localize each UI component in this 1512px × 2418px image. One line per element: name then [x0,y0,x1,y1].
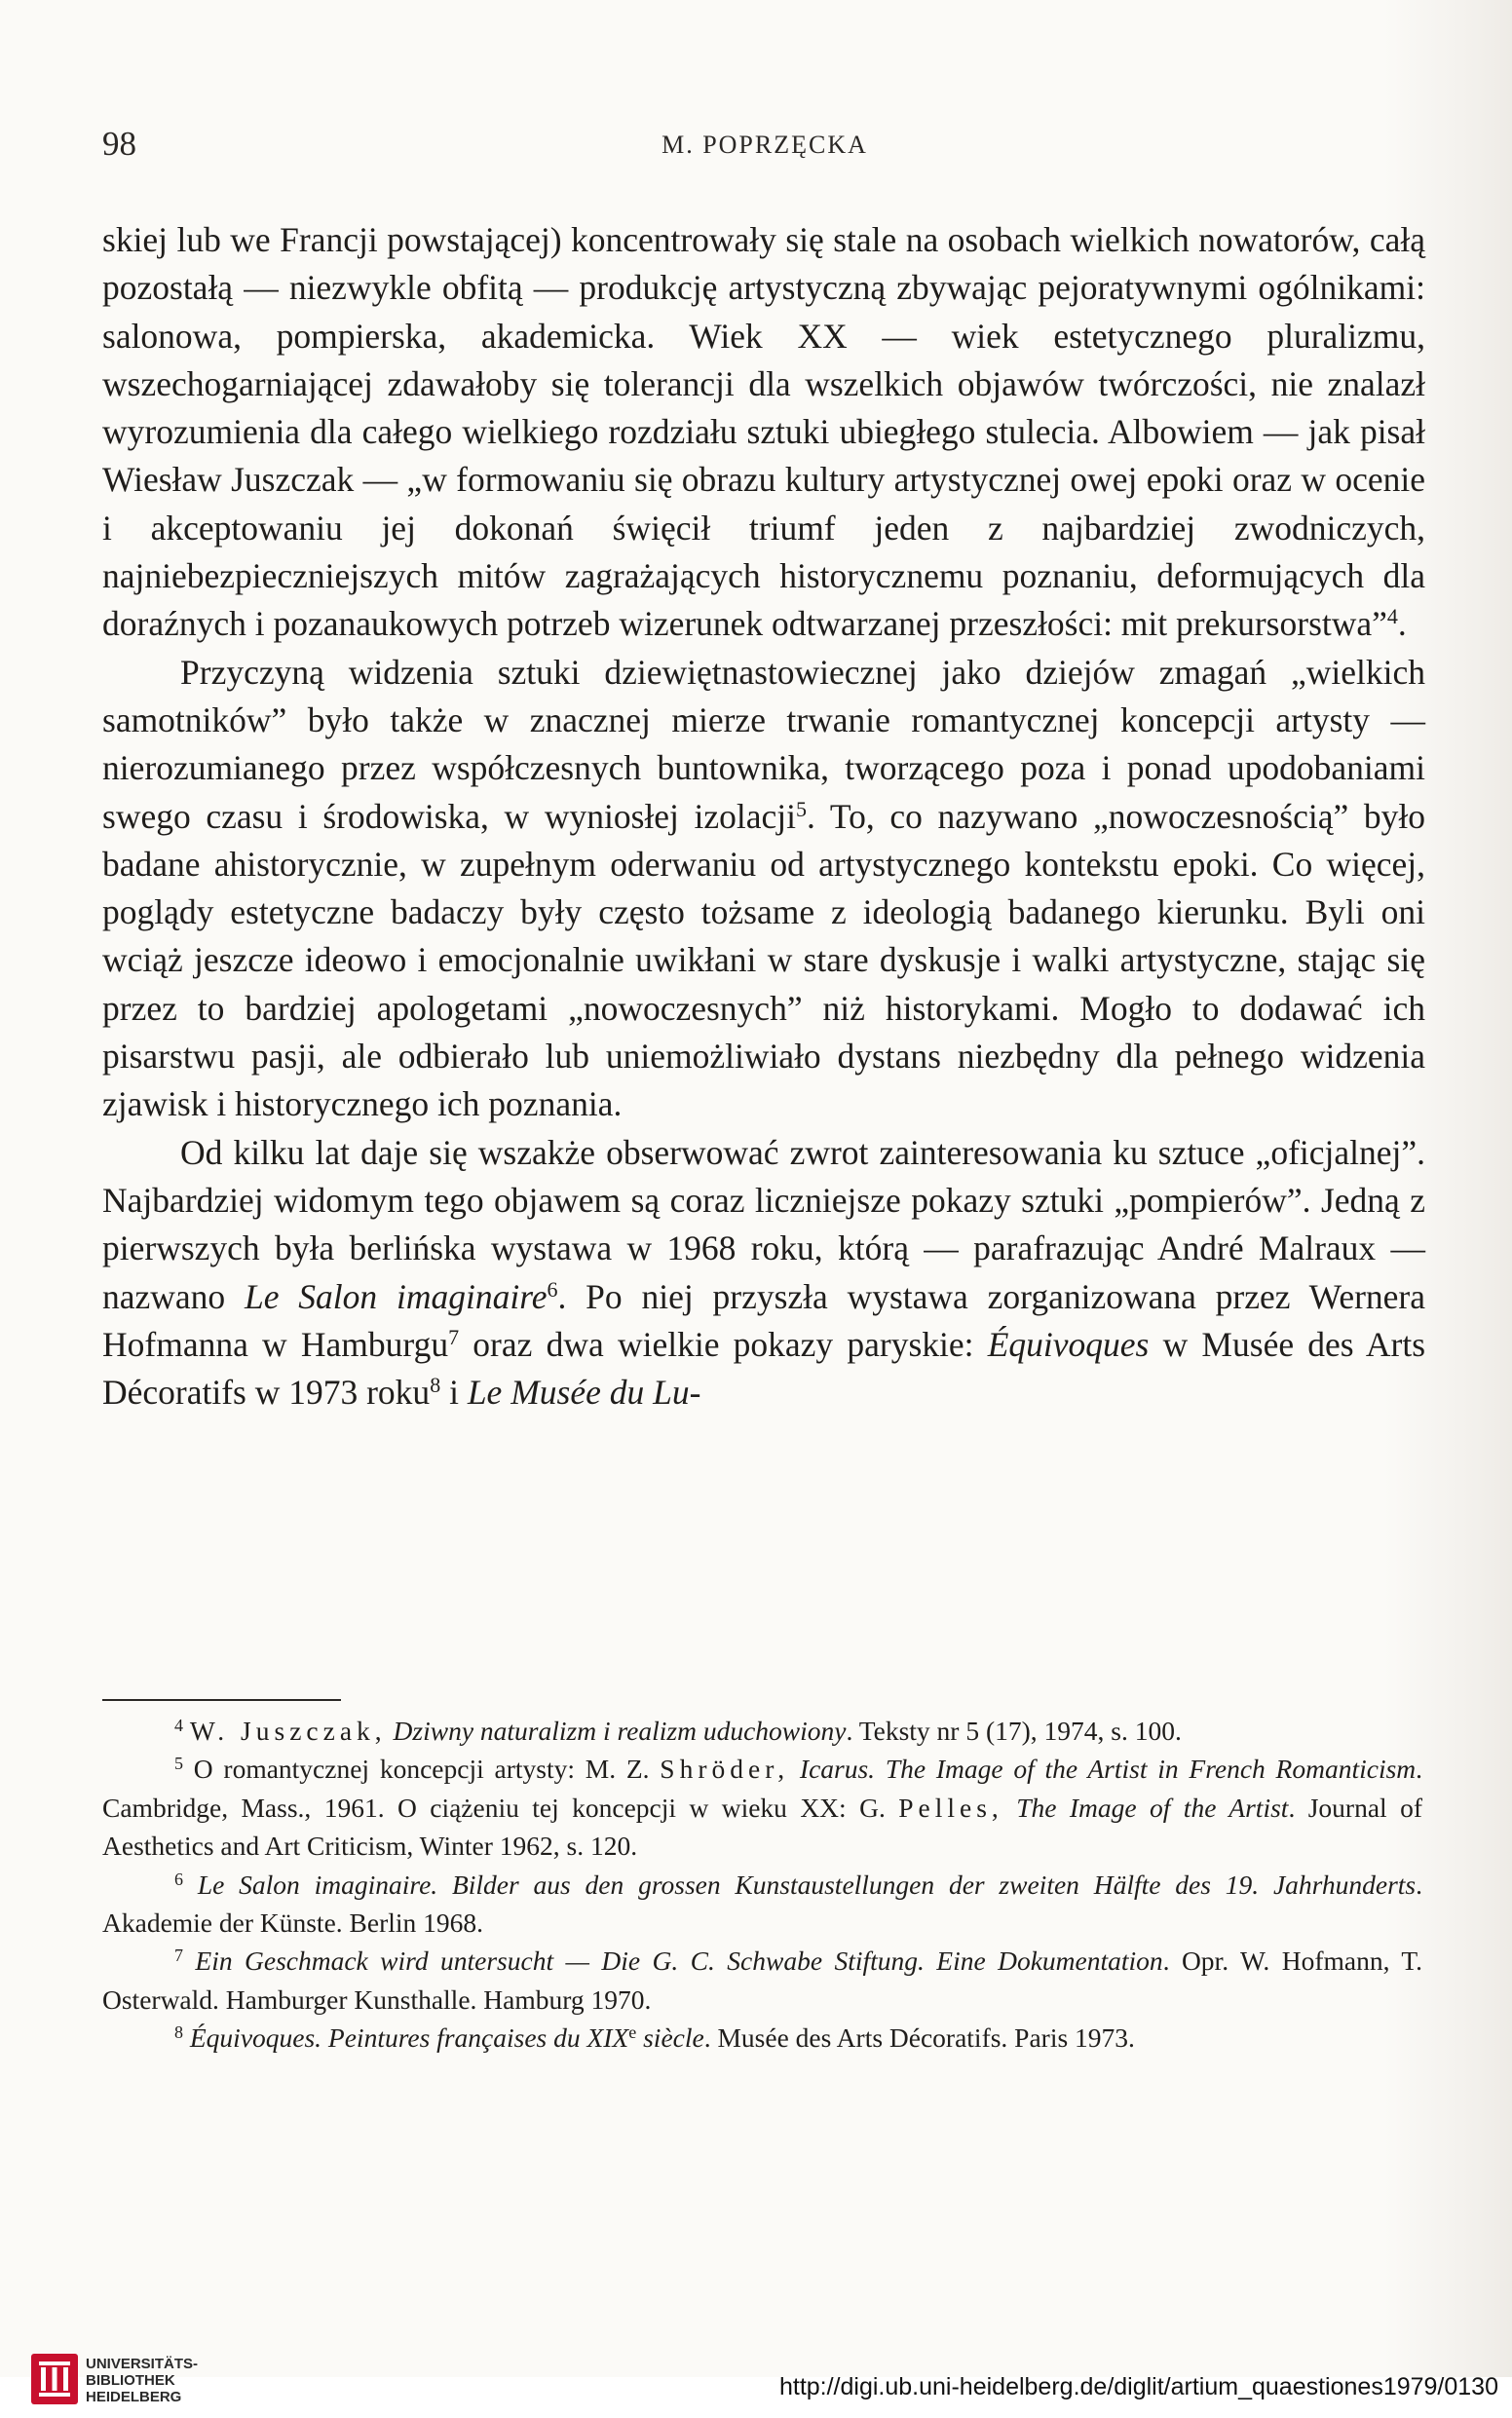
footnote-author: Pelles, [898,1792,1003,1823]
footnote-6: $^6$ Le Salon imaginaire. Bilder aus den grossen Kunstaustellungen der zweiten Hälfte des 19. Jahrhunderts. Akademie der Künste. Berlin 1968. [102,1869,1423,1939]
body-text [102,216,1425,1417]
footnotes [102,1712,1422,2058]
running-head: M. POPRZĘCKA [662,131,868,159]
library-seal-icon [29,2350,80,2408]
footnote-divider [102,1699,341,1701]
footnote-ref-4[interactable]: 4 [1386,604,1398,629]
title-musee-du-lu: Le Musée du Lu- [467,1373,701,1413]
title-equivoques: Équivoques [987,1324,1150,1364]
footnote-8: $^8$ Équivoques. Peintures françaises du XIXe siècle. Musée des Arts Décoratifs. Paris 1973. [174,2022,1135,2054]
page-header [102,125,1427,164]
permalink-url[interactable]: http://digi.ub.uni-heidelberg.de/diglit/artium_quaestiones1979/0130 [778,2373,1498,2400]
paragraph-3: Od kilku lat daje się wszakże obserwować zwrot zainteresowania ku sztuce „oficjalnej”. Najbardziej widomym tego objawem są coraz liczniejsze pokazy sztuki „pompierów”. Jedną z pierwszych była berlińska wystawa w 1968 roku, którą — parafrazując André Malraux — nazwano Le Salon imaginaire$^6$. Po niej przyszła wystawa zorganizowana przez Wernera Hofmanna w Hamburgu$^7$ oraz dwa wielkie pokazy paryskie: Équivoques w Musée des Arts Décoratifs w 1973 roku$^8$ i Le Musée du Lu- [102,1132,1426,1413]
footnote-author: W. Juszczak, [189,1716,387,1746]
footnote-5: $^5$ O romantycznej koncepcji artysty: M. Z. Shröder, Icarus. The Image of the Artist in French Romanticism. Cambridge, Mass., 1961. O ciążeniu tej koncepcji w wieku XX: G. Pelles, The Image of the Artist. Journal of Aesthetics and Art Criticism, Winter 1962, s. 120. [102,1754,1423,1862]
footnote-ref-7[interactable]: 7 [448,1324,460,1349]
title-salon-imaginaire: Le Salon imaginaire [244,1276,548,1316]
footnote-ref-5[interactable]: 5 [796,796,807,821]
footnote-7: $^7$ Ein Geschmack wird untersucht — Die G. C. Schwabe Stiftung. Eine Dokumentation. Opr. W. Hofmann, T. Osterwald. Hamburger Kunsthalle. Hamburg 1970. [102,1946,1422,2015]
paragraph-1: skiej lub we Francji powstającej) koncentrowały się stale na osobach wielkich nowatorów, całą pozostałą — niezwykle obfitą — produkcję artystyczną zbywając pejoratywnymi ogólnikami: salonowa, pompierska, akademicka. Wiek XX — wiek estetycznego pluralizmu, wszechogarniającej zdawałoby się tolerancji dla wszelkich objawów twórczości, nie znalazł wyrozumienia dla całego wielkiego rozdziału sztuki ubiegłego stulecia. Albowiem — jak pisał Wiesław Juszczak — „w formowaniu się obrazu kultury artystycznej owej epoki oraz w ocenie i akceptowaniu jej dokonań święcił triumf jeden z najbardziej zwodniczych, najniebezpieczniejszych mitów zagrażających historycznemu poznaniu, deformujących dla doraźnych i pozanaukowych potrzeb wizerunek odtwarzanej przeszłości: mit prekursorstwa”$^4$. [102,220,1425,644]
library-name: UNIVERSITÄTS- BIBLIOTHEK HEIDELBERG [86,2356,199,2405]
footnote-ref-8[interactable]: 8 [430,1373,441,1398]
library-logo[interactable] [29,2350,273,2414]
footnote-4: $^4$ W. Juszczak, Dziwny naturalizm i realizm uduchowiony. Teksty nr 5 (17), 1974, s. 100. [174,1716,1182,1746]
footnote-ref-6[interactable]: 6 [547,1276,558,1302]
footnote-author: Shröder, [660,1754,790,1785]
page-number: 98 [102,125,136,163]
paragraph-2: Przyczyną widzenia sztuki dziewiętnastowiecznej jako dziejów zmagań „wielkich samotników” było także w znacznej mierze trwanie romantycznej koncepcji artysty — nierozumianego przez współczesnych buntownika, tworzącego poza i ponad upodobaniami swego czasu i środowiska, w wyniosłej izolacji$^5$. To, co nazywano „nowoczesnością” było badane ahistorycznie, w zupełnym oderwaniu od artystycznego kontekstu epoki. Co więcej, poglądy estetyczne badaczy były często tożsame z ideologią badanego kierunku. Byli oni wciąż jeszcze ideowo i emocjonalnie uwikłani w stare dyskusje i walki artystyczne, stając się przez to bardziej apologetami „nowoczesnych” niż historykami. Mogło to dodawać ich pisarstwu pasji, ale odbierało lub uniemożliwiało dystans niezbędny dla pełnego widzenia zjawisk i historycznego ich poznania. [102,652,1425,1124]
